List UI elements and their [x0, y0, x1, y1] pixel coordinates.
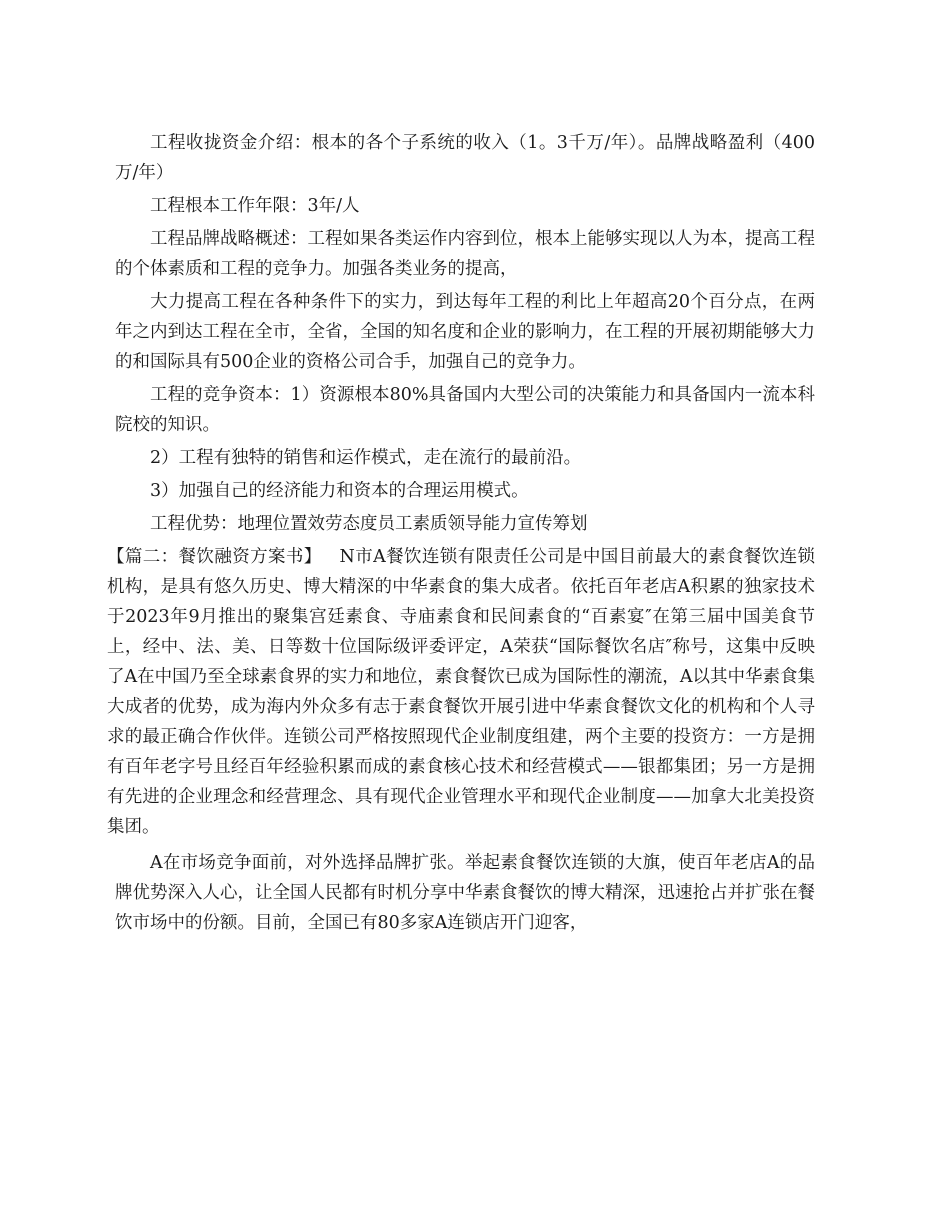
- section-heading: 【篇二：餐饮融资方案书】: [107, 547, 313, 567]
- paragraph-strength-goals: 大力提高工程在各种条件下的实力，到达每年工程的利比上年超高20个百分点，在两年之内到达工程在全市，全省，全国的知名度和企业的影响力，在工程的开展初期能够大力的和国际具有500企业的资格公司合手，加强自己的竞争力。: [115, 292, 815, 372]
- section-spacer: [313, 547, 340, 567]
- section-two-paragraph: [107, 542, 815, 842]
- paragraph-sales-model: 2）工程有独特的销售和运作模式，走在流行的最前沿。: [150, 448, 582, 468]
- paragraph-capital-use: 3）加强自己的经济能力和资本的合理运用模式。: [150, 481, 529, 501]
- paragraph-fund-intro: 工程收拢资金介绍：根本的各个子系统的收入（1。3千万/年）。品牌战略盈利（400万/年）: [115, 133, 815, 183]
- document-body: [107, 128, 816, 941]
- paragraph-competitive-capital: 工程的竞争资本：1）资源根本80%具备国内大型公司的决策能力和具备国内一流本科院校的知识。: [115, 385, 815, 435]
- paragraph-advantages: 工程优势：地理位置效劳态度员工素质领导能力宣传筹划: [150, 514, 588, 534]
- paragraph-work-years: 工程根本工作年限：3年/人: [150, 196, 360, 216]
- paragraph-brand-expansion: A在市场竞争面前，对外选择品牌扩张。举起素食餐饮连锁的大旗，使百年老店A的品牌优势深入人心，让全国人民都有时机分享中华素食餐饮的博大精深，迅速抢占并扩张在餐饮市场中的份额。目前，全国已有80多家A连锁店开门迎客，: [115, 853, 815, 933]
- paragraph-brand-strategy: 工程品牌战略概述：工程如果各类运作内容到位，根本上能够实现以人为本，提高工程的个体素质和工程的竞争力。加强各类业务的提高，: [115, 229, 815, 279]
- section-body-text: N市A餐饮连锁有限责任公司是中国目前最大的素食餐饮连锁机构，是具有悠久历史、博大精深的中华素食的集大成者。依托百年老店A积累的独家技术于2023年9月推出的聚集宫廷素食、寺庙素食和民间素食的“百素宴″在第三届中国美食节上，经中、法、美、日等数十位国际级评委评定，A荣获“国际餐饮名店″称号，这集中反映了A在中国乃至全球素食界的实力和地位，素食餐饮已成为国际性的潮流，A以其中华素食集大成者的优势，成为海内外众多有志于素食餐饮开展引进中华素食餐饮文化的机构和个人寻求的最正确合作伙伴。连锁公司严格按照现代企业制度组建，两个主要的投资方：一方是拥有百年老字号且经百年经验积累而成的素食核心技术和经营模式——银都集团；另一方是拥有先进的企业理念和经营理念、具有现代企业管理水平和现代企业制度——加拿大北美投资集团。: [107, 547, 816, 837]
